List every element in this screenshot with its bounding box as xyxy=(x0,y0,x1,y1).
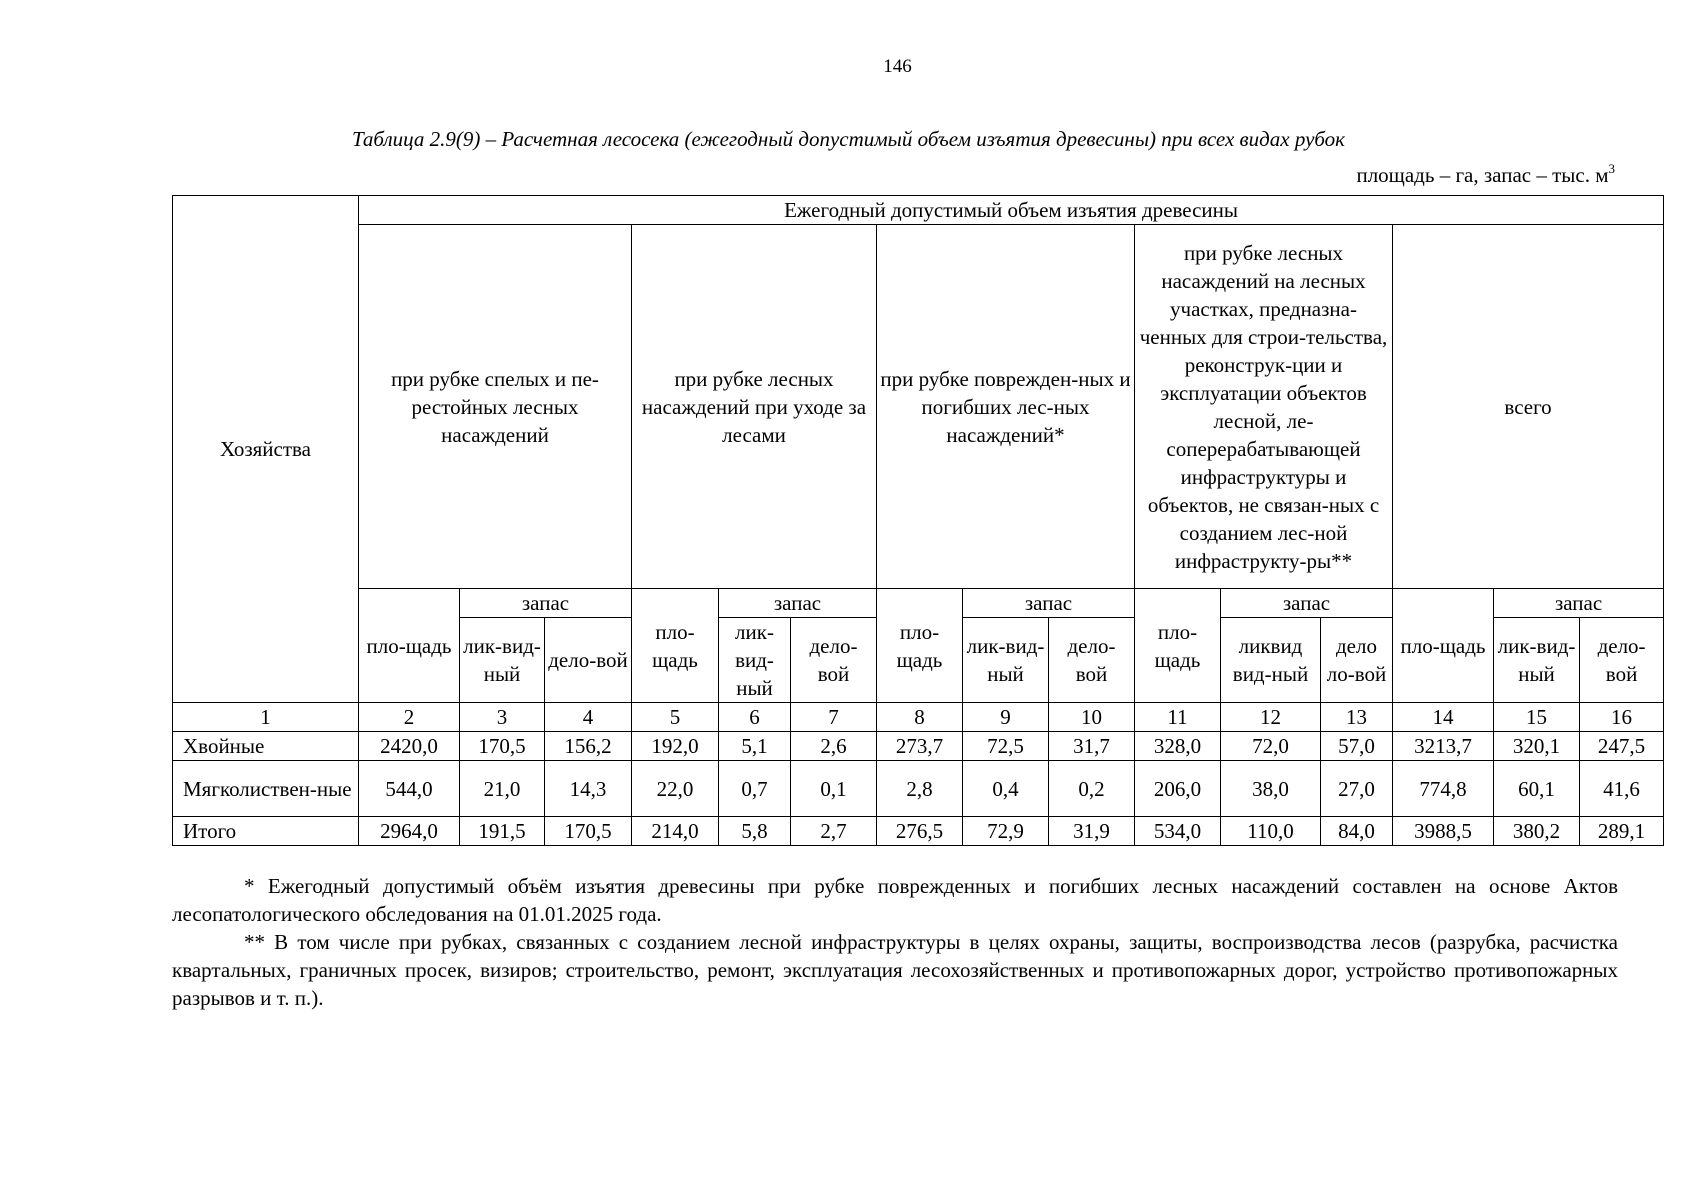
liquid-header: лик-вид-ный xyxy=(460,618,545,703)
footnote: * Ежегодный допустимый объём изъятия древесины при рубке поврежденных и погибших лесных насаждений составлен на основе Актов лесопатологического обследования на 01.01.2025 года. xyxy=(172,874,1618,926)
business-header: дело-вой xyxy=(1049,618,1135,703)
table-cell: 2420,0 xyxy=(359,732,460,761)
table-cell: 3213,7 xyxy=(1393,732,1494,761)
table-cell: 247,5 xyxy=(1580,732,1664,761)
table-cell: 289,1 xyxy=(1580,817,1664,846)
table-cell: 2,6 xyxy=(791,732,877,761)
area-header: пло-щадь xyxy=(632,589,719,703)
table-cell: 0,2 xyxy=(1049,761,1135,817)
area-header: пло-щадь xyxy=(359,589,460,703)
table-cell: 273,7 xyxy=(877,732,963,761)
table-cell: 5,1 xyxy=(719,732,791,761)
group-header: Ежегодный допустимый объем изъятия древесины xyxy=(359,196,1664,225)
table-cell: 72,0 xyxy=(1221,732,1321,761)
table-cell: 320,1 xyxy=(1494,732,1580,761)
table-cell: 84,0 xyxy=(1321,817,1393,846)
table-cell: 0,1 xyxy=(791,761,877,817)
table-cell: 41,6 xyxy=(1580,761,1664,817)
liquid-header: лик-вид-ный xyxy=(719,618,791,703)
table-cell: 214,0 xyxy=(632,817,719,846)
table-cell: 170,5 xyxy=(460,732,545,761)
table-cell: 5,8 xyxy=(719,817,791,846)
table-row xyxy=(173,761,1664,817)
table-cell: 72,5 xyxy=(963,732,1049,761)
table-row-total xyxy=(173,817,1664,846)
units-text: площадь – га, запас – тыс. м xyxy=(1356,163,1609,187)
column-number: 12 xyxy=(1221,703,1321,732)
column-number: 16 xyxy=(1580,703,1664,732)
table-cell: 2,8 xyxy=(877,761,963,817)
table-cell: 2,7 xyxy=(791,817,877,846)
table-cell: 3988,5 xyxy=(1393,817,1494,846)
table-cell: 328,0 xyxy=(1135,732,1221,761)
column-number: 15 xyxy=(1494,703,1580,732)
table-cell: 14,3 xyxy=(545,761,632,817)
table-caption: Таблица 2.9(9) – Расчетная лесосека (ежегодный допустимый объем изъятия древесины) при всех видах рубок xyxy=(352,127,1346,151)
table-cell: 57,0 xyxy=(1321,732,1393,761)
column-number: 1 xyxy=(173,703,359,732)
logging-volume-table xyxy=(172,195,1664,846)
column-number: 4 xyxy=(545,703,632,732)
column-number: 9 xyxy=(963,703,1049,732)
column-number: 6 xyxy=(719,703,791,732)
table-cell: 276,5 xyxy=(877,817,963,846)
category-header: при рубке спелых и пе-рестойных лесных насаждений xyxy=(359,225,632,589)
business-header: дело-вой xyxy=(1580,618,1664,703)
units-superscript: 3 xyxy=(1608,161,1615,176)
column-number-row xyxy=(173,703,1664,732)
table-cell: 38,0 xyxy=(1221,761,1321,817)
column-number: 8 xyxy=(877,703,963,732)
business-header: дело-вой xyxy=(791,618,877,703)
footnotes xyxy=(172,872,1618,1012)
column-number: 5 xyxy=(632,703,719,732)
column-number: 10 xyxy=(1049,703,1135,732)
table-cell: 21,0 xyxy=(460,761,545,817)
table-cell: 110,0 xyxy=(1221,817,1321,846)
table-row xyxy=(173,732,1664,761)
category-header: всего xyxy=(1393,225,1664,589)
table-cell: 156,2 xyxy=(545,732,632,761)
liquid-header: лик-вид-ный xyxy=(963,618,1049,703)
stock-header: запас xyxy=(719,589,877,618)
table-cell: 170,5 xyxy=(545,817,632,846)
table-cell: 2964,0 xyxy=(359,817,460,846)
area-header: пло-щадь xyxy=(877,589,963,703)
table-cell: 774,8 xyxy=(1393,761,1494,817)
table-cell: 0,4 xyxy=(963,761,1049,817)
table-cell: 380,2 xyxy=(1494,817,1580,846)
table-cell: 0,7 xyxy=(719,761,791,817)
table-cell: 60,1 xyxy=(1494,761,1580,817)
liquid-header: лик-вид-ный xyxy=(1494,618,1580,703)
page-number: 146 xyxy=(883,56,912,77)
table-cell: 31,7 xyxy=(1049,732,1135,761)
stock-header: запас xyxy=(963,589,1135,618)
row-label: Итого xyxy=(173,817,359,846)
stock-header: запас xyxy=(460,589,632,618)
area-header: пло-щадь xyxy=(1393,589,1494,703)
column-number: 11 xyxy=(1135,703,1221,732)
table-cell: 206,0 xyxy=(1135,761,1221,817)
column-number: 2 xyxy=(359,703,460,732)
business-header: дело ло-вой xyxy=(1321,618,1393,703)
table-cell: 544,0 xyxy=(359,761,460,817)
area-header: пло-щадь xyxy=(1135,589,1221,703)
column-number: 14 xyxy=(1393,703,1494,732)
liquid-header: ликвид вид-ный xyxy=(1221,618,1321,703)
table-cell: 191,5 xyxy=(460,817,545,846)
row-header-cell: Хозяйства xyxy=(173,196,359,703)
stock-header: запас xyxy=(1221,589,1393,618)
business-header: дело-вой xyxy=(545,618,632,703)
stock-header: запас xyxy=(1494,589,1664,618)
category-header: при рубке поврежден-ных и погибших лес-ных насаждений* xyxy=(877,225,1135,589)
column-number: 3 xyxy=(460,703,545,732)
table-cell: 27,0 xyxy=(1321,761,1393,817)
column-number: 7 xyxy=(791,703,877,732)
row-label: Хвойные xyxy=(173,732,359,761)
table-cell: 534,0 xyxy=(1135,817,1221,846)
units-note xyxy=(1356,163,1615,188)
row-label: Мягколиствен-ные xyxy=(173,761,359,817)
table-cell: 31,9 xyxy=(1049,817,1135,846)
footnote: ** В том числе при рубках, связанных с созданием лесной инфраструктуры в целях охраны, защиты, воспроизводства лесов (разрубка, расчистка квартальных, граничных просек, визиров; строительство, ремонт, эксплуатация лесохозяйственных и противопожарных дорог, устройство противопожарных разрывов и т. п.). xyxy=(172,930,1618,1010)
table-cell: 192,0 xyxy=(632,732,719,761)
category-header: при рубке лесных насаждений на лесных участках, предназна-ченных для строи-тельства, реконструк-ции и эксплуатации объектов лесной, ле-соперерабатывающей инфраструктуры и объектов, не связан-ных с созданием лес-ной инфраструкту-ры** xyxy=(1135,225,1393,589)
category-header: при рубке лесных насаждений при уходе за лесами xyxy=(632,225,877,589)
column-number: 13 xyxy=(1321,703,1393,732)
table-cell: 72,9 xyxy=(963,817,1049,846)
table-cell: 22,0 xyxy=(632,761,719,817)
